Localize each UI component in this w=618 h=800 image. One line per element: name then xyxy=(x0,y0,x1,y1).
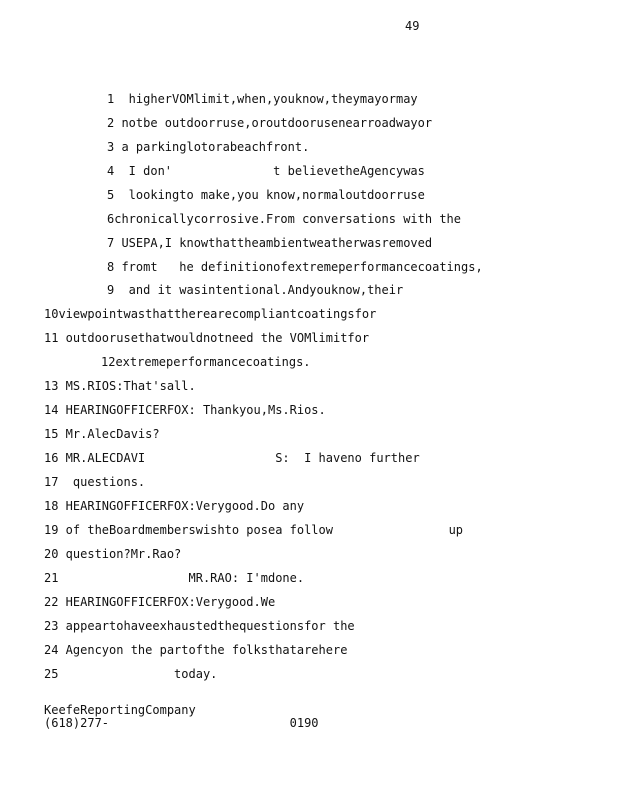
transcript-line-22: 22 HEARINGOFFICERFOX:Verygood.We xyxy=(44,595,276,609)
transcript-line-15: 15 Mr.AlecDavis? xyxy=(44,427,160,441)
transcript-line-12: 12extremeperformancecoatings. xyxy=(101,355,311,369)
transcript-line-21: 21 MR.RAO: I'mdone. xyxy=(44,571,305,585)
transcript-line-9: 9 and it wasintentional.Andyouknow,their xyxy=(107,283,404,297)
transcript-line-19: 19 of theBoardmemberswishto posea follow up xyxy=(44,523,464,537)
transcript-line-3: 3 a parkinglotorabeachfront. xyxy=(107,140,310,154)
page-number: 49 xyxy=(405,19,420,33)
transcript-line-11: 11 outdoorusethatwouldnotneed the VOMlimitfor xyxy=(44,331,370,345)
transcript-line-7: 7 USEPA,I knowthattheambientweatherwasremoved xyxy=(107,236,433,250)
transcript-line-14: 14 HEARINGOFFICERFOX: Thankyou,Ms.Rios. xyxy=(44,403,326,417)
transcript-line-8: 8 fromt he definitionofextremeperformancecoatings, xyxy=(107,260,483,274)
transcript-line-10: 10viewpointwasthattherearecompliantcoatingsfor xyxy=(44,307,377,321)
transcript-line-18: 18 HEARINGOFFICERFOX:Verygood.Do any xyxy=(44,499,305,513)
footer-phone: (618)277- 0190 xyxy=(44,716,319,730)
transcript-line-17: 17 questions. xyxy=(44,475,146,489)
transcript-line-5: 5 lookingto make,you know,normaloutdoorruse xyxy=(107,188,425,202)
transcript-line-1: 1 higherVOMlimit,when,youknow,theymayormay xyxy=(107,92,418,106)
transcript-line-6: 6chronicallycorrosive.From conversations with the xyxy=(107,212,462,226)
transcript-line-23: 23 appeartohaveexhaustedthequestionsfor the xyxy=(44,619,355,633)
footer-company: KeefeReportingCompany xyxy=(44,703,196,717)
transcript-line-16: 16 MR.ALECDAVI S: I haveno further xyxy=(44,451,420,465)
transcript-line-20: 20 question?Mr.Rao? xyxy=(44,547,182,561)
transcript-line-2: 2 notbe outdoorruse,oroutdoorusenearroadwayor xyxy=(107,116,433,130)
transcript-line-4: 4 I don' t believetheAgencywas xyxy=(107,164,425,178)
transcript-line-13: 13 MS.RIOS:That'sall. xyxy=(44,379,196,393)
transcript-line-24: 24 Agencyon the partofthe folksthatarehere xyxy=(44,643,348,657)
transcript-line-25: 25 today. xyxy=(44,667,218,681)
